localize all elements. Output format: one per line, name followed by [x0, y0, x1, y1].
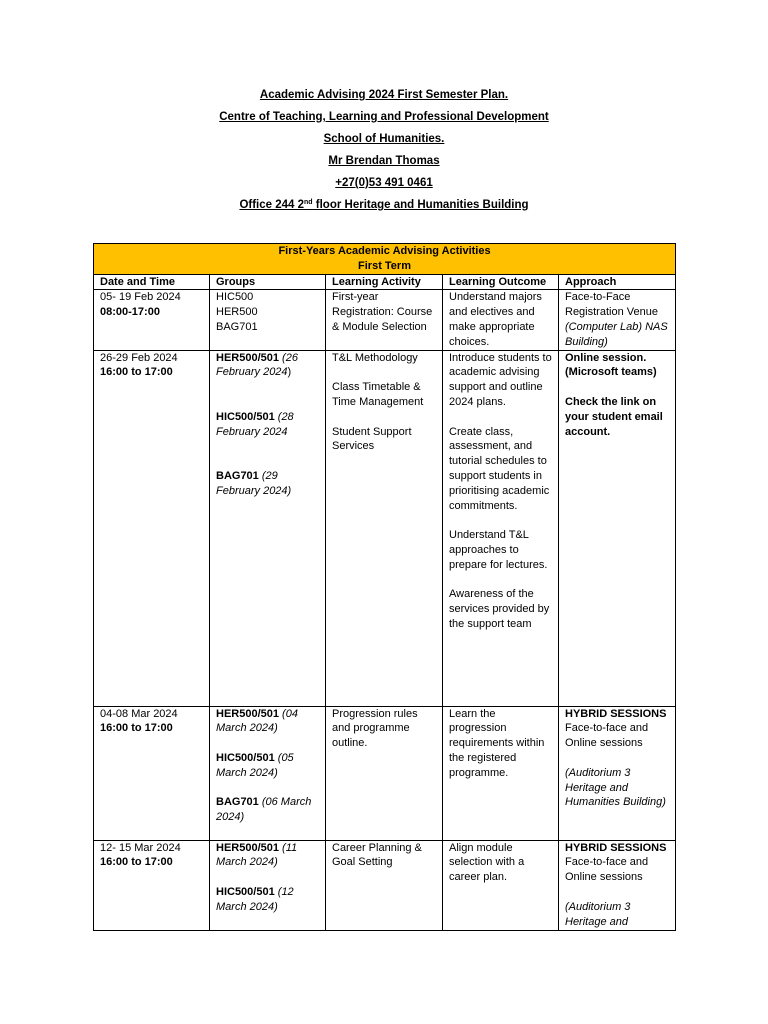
- outcome-cell: Learn the progression requirements within the registered programme.: [443, 706, 559, 840]
- activity-cell: First-year Registration: Course & Module Selection: [326, 290, 443, 350]
- document-header: [0, 86, 768, 218]
- phone-number: +27(0)53 491 0461: [335, 177, 433, 189]
- approach-cell: [559, 706, 676, 840]
- school-name: School of Humanities.: [323, 133, 445, 145]
- table-row: [94, 350, 676, 706]
- centre-name: Centre of Teaching, Learning and Professional Development: [219, 111, 549, 123]
- date-text: 04-08 Mar 2024: [100, 707, 178, 720]
- group-code: HIC500: [216, 291, 254, 304]
- group-entry: HIC500/501 (28 February 2024: [216, 410, 294, 438]
- activity-cell: Career Planning & Goal Setting: [326, 840, 443, 930]
- time-text: 16:00 to 17:00: [100, 856, 173, 869]
- group-code: HER500: [216, 306, 258, 319]
- column-header-activity: Learning Activity: [326, 274, 443, 290]
- group-entry: BAG701 (06 March 2024): [216, 796, 312, 824]
- activity-item: Student Support Services: [332, 425, 412, 453]
- approach-venue: (Auditorium 3 Heritage and: [565, 900, 631, 928]
- activity-item: Class Timetable & Time Management: [332, 381, 424, 408]
- column-header-date: Date and Time: [94, 274, 210, 290]
- groups-cell: [210, 350, 326, 706]
- table-row: [94, 840, 676, 930]
- date-cell: [94, 350, 210, 706]
- table-row: [94, 290, 676, 350]
- approach-venue: (Computer Lab) NAS Building): [565, 320, 668, 348]
- date-cell: [94, 290, 210, 350]
- date-cell: [94, 840, 210, 930]
- approach-venue: (Auditorium 3 Heritage and Humanities Building): [565, 766, 666, 809]
- approach-mode: HYBRID SESSIONS: [565, 707, 667, 720]
- document-title: Academic Advising 2024 First Semester Plan.: [259, 89, 509, 101]
- activity-item: T&L Methodology: [332, 351, 418, 364]
- date-cell: [94, 706, 210, 840]
- groups-cell: [210, 706, 326, 840]
- groups-cell: [210, 290, 326, 350]
- approach-text: Face-to-face and Online sessions: [565, 722, 649, 750]
- group-entry: HER500/501 (11 March 2024): [216, 841, 298, 869]
- column-header-groups: Groups: [210, 274, 326, 290]
- group-code: BAG701: [216, 320, 258, 333]
- approach-text: Face-to-Face Registration Venue: [565, 291, 658, 319]
- advisor-name: Mr Brendan Thomas: [328, 155, 440, 167]
- outcome-item: Create class, assessment, and tutorial schedules to support students in prioritising academic commitments.: [449, 425, 550, 512]
- outcome-cell: [443, 350, 559, 706]
- outcome-item: Awareness of the services provided by the support team: [449, 588, 550, 630]
- banner-title: First-Years Academic Advising Activities: [278, 245, 491, 257]
- approach-note: Check the link on your student email account.: [565, 395, 663, 438]
- date-text: 26-29 Feb 2024: [100, 351, 178, 364]
- group-entry: HIC500/501 (12 March 2024): [216, 885, 294, 913]
- approach-text: Online session. (Microsoft teams): [565, 351, 657, 379]
- approach-cell: [559, 840, 676, 930]
- date-text: 12- 15 Mar 2024: [100, 841, 181, 854]
- group-entry: HER500/501 (26: [216, 351, 298, 364]
- office-location: Office 244 2nd floor Heritage and Humanities Building: [239, 199, 529, 211]
- activity-cell: Progression rules and programme outline.: [326, 706, 443, 840]
- outcome-item: Understand T&L approaches to prepare for lectures.: [449, 529, 548, 571]
- advising-plan-table: [93, 243, 676, 931]
- groups-cell: [210, 840, 326, 930]
- column-header-outcome: Learning Outcome: [443, 274, 559, 290]
- date-text: 05- 19 Feb 2024: [100, 291, 181, 304]
- approach-mode: HYBRID SESSIONS: [565, 841, 667, 854]
- time-text: 16:00 to 17:00: [100, 722, 173, 735]
- group-entry: HIC500/501 (05 March 2024): [216, 751, 294, 779]
- outcome-item: Introduce students to academic advising support and outline 2024 plans.: [449, 351, 552, 408]
- banner-term: First Term: [358, 259, 411, 272]
- approach-cell: [559, 290, 676, 350]
- group-entry: HER500/501 (04 March 2024): [216, 707, 298, 735]
- table-row: [94, 706, 676, 840]
- table-header-row: [94, 274, 676, 290]
- table-banner: [94, 244, 676, 275]
- group-entry-date: February 2024): [216, 366, 292, 379]
- activity-cell: [326, 350, 443, 706]
- group-entry: BAG701 (29 February 2024): [216, 469, 292, 497]
- table-banner-row: [94, 244, 676, 275]
- outcome-cell: Understand majors and electives and make appropriate choices.: [443, 290, 559, 350]
- outcome-cell: Align module selection with a career plan.: [443, 840, 559, 930]
- time-text: 16:00 to 17:00: [100, 366, 173, 379]
- time-text: 08:00-17:00: [100, 306, 160, 319]
- column-header-approach: Approach: [559, 274, 676, 290]
- approach-text: Face-to-face and Online sessions: [565, 856, 649, 884]
- approach-cell: [559, 350, 676, 706]
